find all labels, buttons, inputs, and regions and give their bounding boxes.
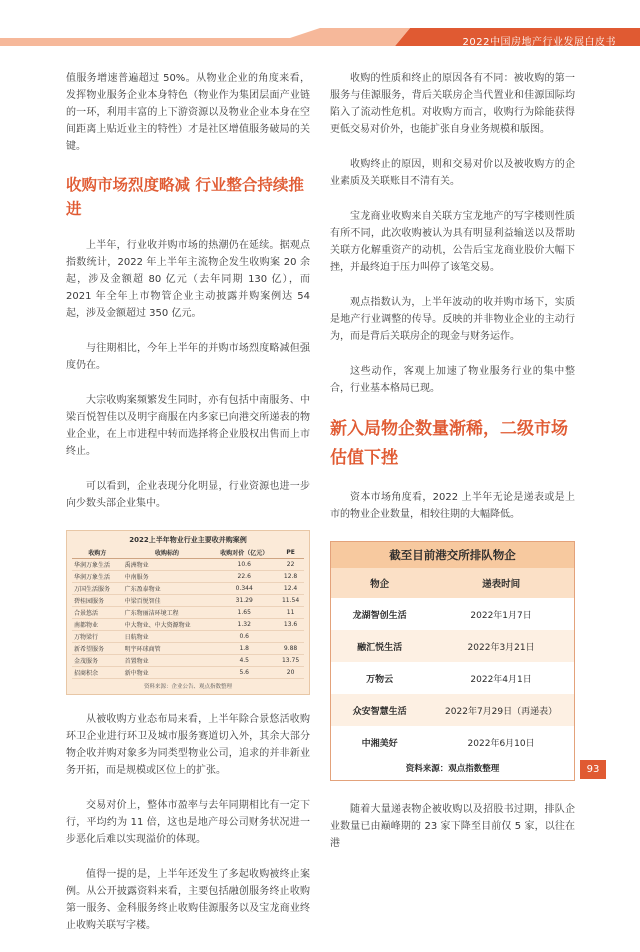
table-cell: 中南服务	[123, 571, 212, 583]
table-cell: 4.5	[211, 655, 277, 667]
table-cell: 10.6	[211, 559, 277, 571]
ipo-queue-table	[330, 541, 575, 781]
table-cell: 0.6	[211, 631, 277, 643]
table-cell: 中大物业、中大资源物业	[123, 619, 212, 631]
paragraph: 值得一提的是，上半年还发生了多起收购被终止案例。从公开披露资料来看，主要包括融创服务终止收购第一服务、金科服务终止收购佳源服务以及宝龙商业终止收购关联写字楼。	[66, 869, 310, 931]
table-row	[72, 595, 304, 607]
table-cell: 华润万象生活	[72, 571, 123, 583]
table-source: 资料来源：观点指数整理	[331, 758, 574, 780]
date-cell: 2022年6月10日	[428, 726, 574, 758]
paragraph: 收购的性质和终止的原因各有不同：被收购的第一服务与佳源服务，背后关联房企当代置业和佳源国际均陷入了流动性危机。对收购方而言，收购行为除能获得更低交易对价外，也能扩张自身业务规模和版图。	[330, 73, 575, 135]
acquisition-table	[66, 530, 310, 695]
left-column	[66, 70, 310, 952]
table-cell: 13.6	[277, 619, 304, 631]
column-header: 物企	[331, 568, 428, 598]
company-cell: 融汇悦生活	[331, 630, 428, 662]
table-cell: 31.29	[211, 595, 277, 607]
table-cell: 9.88	[277, 643, 304, 655]
paragraph: 随着大量递表物企被收购以及招股书过期，排队企业数量已由巅峰期的 23 家下降至目前仅 5 家，以往在港	[330, 804, 575, 849]
table-cell: 碧桂园服务	[72, 595, 123, 607]
column-header: 收购方	[72, 547, 123, 559]
table-title: 2022上半年物业行业主要收并购案例	[129, 536, 247, 544]
table-row	[331, 694, 574, 726]
table-cell: 南都物业	[72, 619, 123, 631]
table-row	[72, 655, 304, 667]
table-title: 截至目前港交所排队物企	[331, 542, 574, 568]
column-header: 收购对价（亿元）	[211, 547, 277, 559]
table-cell: 新中物业	[123, 667, 212, 679]
paragraph: 与往期相比，今年上半年的并购市场烈度略减但强度仍在。	[66, 343, 310, 371]
ipo-queue-grid	[331, 568, 574, 758]
acquisition-table-grid	[72, 547, 304, 679]
table-row	[72, 559, 304, 571]
company-cell: 龙湖智创生活	[331, 598, 428, 630]
paragraph: 值服务增速普遍超过 50%。从物业企业的角度来看，发挥物业服务企业本身特色（物业作为集团层面产业链的一环，利用丰富的上下游资源以及物业企业本身在空间距离上贴近业主的特性）才是社区增值服务破局的关键。	[66, 73, 310, 152]
table-cell: 广东物丽洁环境工程	[123, 607, 212, 619]
table-cell: 13.75	[277, 655, 304, 667]
table-row	[72, 607, 304, 619]
table-row	[72, 667, 304, 679]
date-cell: 2022年7月29日（再递表）	[428, 694, 574, 726]
table-cell: 金茂服务	[72, 655, 123, 667]
table-cell: 1.32	[211, 619, 277, 631]
table-cell: 明宇环球商管	[123, 643, 212, 655]
date-cell: 2022年4月1日	[428, 662, 574, 694]
table-cell: 日航物业	[123, 631, 212, 643]
table-cell: 广东盈泰物业	[123, 583, 212, 595]
paragraph: 收购终止的原因，则和交易对价以及被收购方的企业素质及关联账目不清有关。	[330, 159, 575, 187]
table-header-row	[72, 547, 304, 559]
column-header: PE	[277, 547, 304, 559]
table-cell	[277, 631, 304, 643]
table-cell: 1.65	[211, 607, 277, 619]
header-title: 2022中国房地产行业发展白皮书	[462, 37, 616, 48]
table-cell: 万物梁行	[72, 631, 123, 643]
section-heading: 新入局物企数量渐稀，二级市场估值下挫	[330, 419, 568, 468]
paragraph: 宝龙商业收购来自关联方宝龙地产的写字楼则性质有所不同，此次收购被认为具有明显利益输送以及帮助关联方化解重资产的动机，公告后宝龙商业股价大幅下挫，并最终迫于压力叫停了该笔交易。	[330, 211, 575, 273]
table-header-row	[331, 568, 574, 598]
table-cell: 华润万象生活	[72, 559, 123, 571]
table-cell: 新希望服务	[72, 643, 123, 655]
paragraph: 资本市场角度看，2022 上半年无论是递表或是上市的物业企业数量，相较往期的大幅降低。	[330, 492, 575, 520]
table-source: 资料来源：企业公告、观点指数整理	[143, 684, 232, 690]
table-cell: 12.4	[277, 583, 304, 595]
page-number: 93	[580, 760, 606, 779]
table-row	[331, 598, 574, 630]
company-cell: 中湘美好	[331, 726, 428, 758]
table-cell: 11.54	[277, 595, 304, 607]
date-cell: 2022年1月7日	[428, 598, 574, 630]
table-cell: 首置物业	[123, 655, 212, 667]
paragraph: 大宗收购案频繁发生同时，亦有包括中南服务、中梁百悦智佳以及明宇商服在内多家已向港交所递表的物业企业，在上市进程中转而选择将企业股权出售而上市终止。	[66, 395, 310, 457]
table-row	[72, 571, 304, 583]
table-cell: 12.8	[277, 571, 304, 583]
table-row	[72, 631, 304, 643]
table-cell: 22.6	[211, 571, 277, 583]
table-cell: 招商积余	[72, 667, 123, 679]
header-bar	[0, 0, 640, 46]
column-header: 递表时间	[428, 568, 574, 598]
section-heading: 收购市场烈度略减 行业整合持续推进	[66, 176, 304, 218]
table-row	[72, 619, 304, 631]
table-cell: 万国生活服务	[72, 583, 123, 595]
table-cell: 合景悠活	[72, 607, 123, 619]
table-cell: 11	[277, 607, 304, 619]
table-cell: 20	[277, 667, 304, 679]
table-cell: 0.344	[211, 583, 277, 595]
table-cell: 22	[277, 559, 304, 571]
company-cell: 众安智慧生活	[331, 694, 428, 726]
paragraph: 观点指数认为，上半年波动的收并购市场下，实质是地产行业调整的传导。反映的并非物业企业的主动行为，而是背后关联房企的现金与财务运作。	[330, 297, 575, 342]
table-cell: 中梁百悦智佳	[123, 595, 212, 607]
table-cell: 1.8	[211, 643, 277, 655]
table-cell: 5.6	[211, 667, 277, 679]
table-row	[72, 583, 304, 595]
table-row	[331, 662, 574, 694]
paragraph: 上半年，行业收并购市场的热潮仍在延续。据观点指数统计，2022 年上半年主流物企发生收购案 20 余起，涉及金额超 80 亿元（去年同期 130 亿），而 2021 年全年上市物管企业主动披露并购案例达 54 起，涉及金额超过 350 亿元。	[66, 240, 310, 319]
paragraph: 可以看到，企业表现分化明显，行业资源也进一步向少数头部企业集中。	[66, 481, 310, 509]
column-header: 收购标的	[123, 547, 212, 559]
table-cell: 禹洲物业	[123, 559, 212, 571]
company-cell: 万物云	[331, 662, 428, 694]
paragraph: 这些动作，客观上加速了物业服务行业的集中整合，行业基本格局已现。	[330, 366, 575, 394]
right-column	[330, 70, 575, 870]
date-cell: 2022年3月21日	[428, 630, 574, 662]
table-row	[72, 643, 304, 655]
paragraph: 从被收购方业态布局来看，上半年除合景悠活收购环卫企业进行环卫及城市服务赛道切入外，其余大部分物企收并购对象多为同类型物业公司，追求的并非新业务开拓，而是规模或区位上的扩张。	[66, 714, 310, 776]
table-row	[331, 726, 574, 758]
table-row	[331, 630, 574, 662]
paragraph: 交易对价上，整体市盈率与去年同期相比有一定下行，平均约为 11 倍，这也是地产母公司财务状况进一步恶化后难以实现溢价的体现。	[66, 800, 310, 845]
